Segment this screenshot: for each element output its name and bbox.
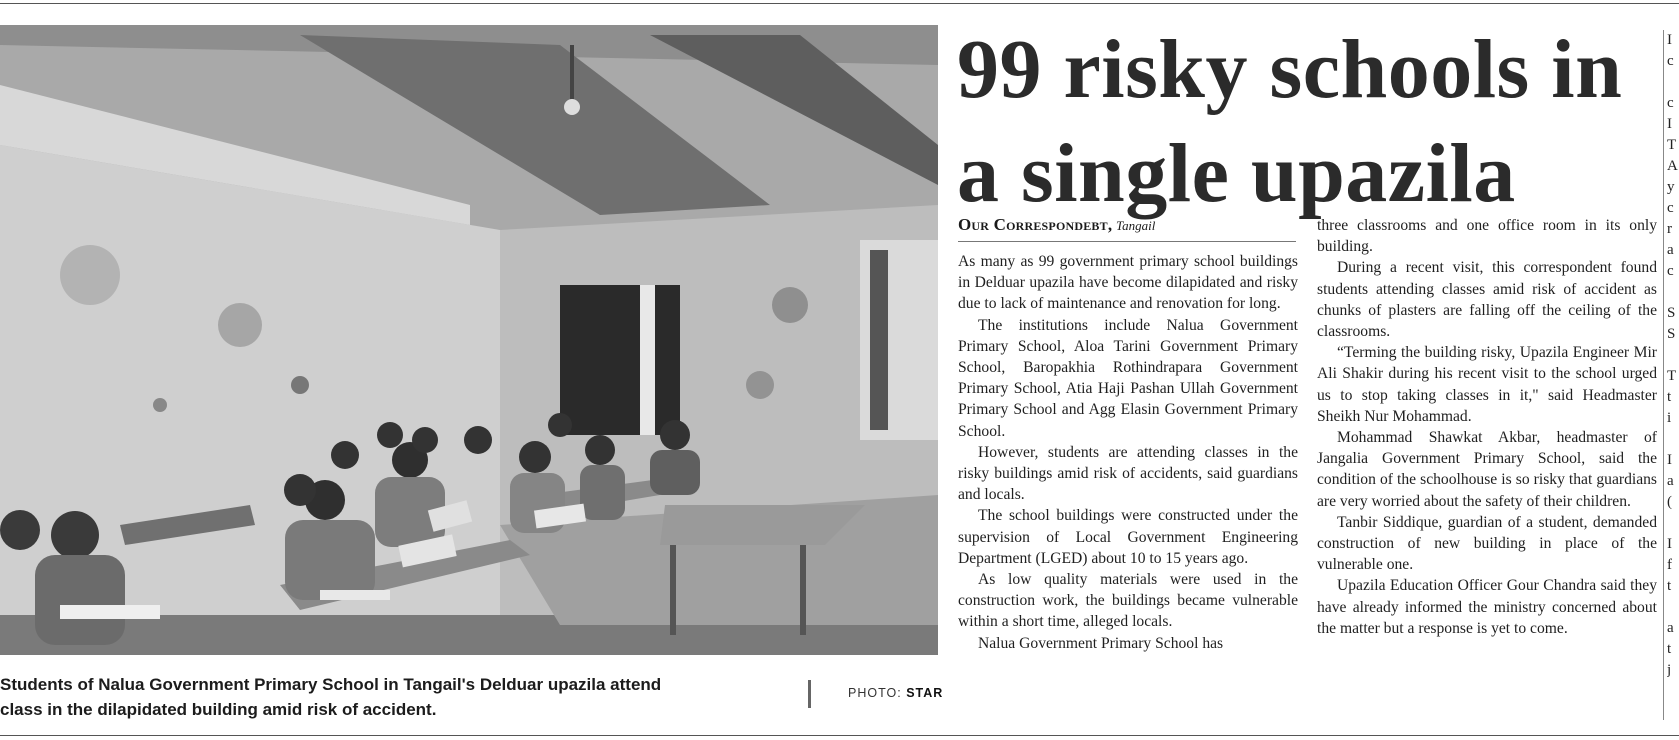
fragment-letter: j [1667, 662, 1672, 678]
paragraph: “Terming the building risky, Upazila Engineer Mir Ali Shakir during his recent visit to the school urged us to stop taking classes in it," said Headmaster Sheikh Nur Mohammad. [1317, 344, 1657, 425]
paragraph: As many as 99 government primary school buildings in Delduar upazila have become dilapidated and risky due to lack of maintenance and renovation for long. [958, 253, 1298, 313]
column-divider [1663, 30, 1664, 720]
article-column-1 [958, 251, 1298, 654]
fragment-letter: a [1667, 242, 1674, 258]
fragment-letter: T [1667, 368, 1677, 384]
article-column-2 [1317, 215, 1657, 639]
fragment-letter: S [1667, 305, 1676, 321]
paragraph: Upazila Education Officer Gour Chandra said they have already informed the ministry concerned about the matter but a response is yet to come. [1317, 577, 1657, 637]
paragraph: However, students are attending classes in the risky buildings amid risk of accidents, said guardians and locals. [958, 443, 1298, 504]
fragment-letter: a [1667, 473, 1674, 489]
credit-divider [808, 680, 811, 708]
paragraph: Tanbir Siddique, guardian of a student, demanded construction of new building in place of the vulnerable one. [1317, 513, 1657, 574]
classroom-photo [0, 25, 938, 655]
bottom-rule [0, 735, 1679, 736]
paragraph: Mohammad Shawkat Akbar, headmaster of Jangalia Government Primary School, said the condition of the schoolhouse is so risky that guardians are very worried about the safety of their children. [1317, 429, 1657, 510]
paragraph: As low quality materials were used in the construction work, the buildings became vulnerable within a short time, alleged locals. [958, 571, 1298, 631]
fragment-letter: t [1667, 389, 1672, 405]
paragraph: The institutions include Nalua Government Primary School, Aloa Tarini Government Primary School, Baropakhia Rothindrapara Government Primary School, Atia Haji Pashan Ullah Government Primary School and Agg Elasin Government Primary School. [958, 316, 1298, 440]
fragment-letter: a [1667, 620, 1674, 636]
fragment-letter: I [1667, 536, 1672, 552]
headline-line-1: 99 risky schools in [957, 23, 1623, 116]
paragraph: three classrooms and one office room in its only building. [1317, 217, 1657, 256]
fragment-letter [1667, 429, 1679, 450]
fragment-letter: T [1667, 137, 1677, 153]
fragment-letter: r [1667, 221, 1672, 237]
paragraph: The school buildings were constructed under the supervision of Local Government Engineering Department (LGED) about 10 to 15 years ago. [958, 507, 1298, 567]
fragment-letter [1667, 597, 1679, 618]
fragment-letter: A [1667, 158, 1678, 174]
fragment-letter: i [1667, 410, 1672, 426]
fragment-letter: c [1667, 95, 1674, 111]
fragment-letter [1667, 282, 1679, 303]
photo-credit-label: PHOTO: [848, 686, 902, 700]
fragment-letter: c [1667, 200, 1674, 216]
headline-line-2: a single upazila [957, 127, 1516, 220]
fragment-letter: c [1667, 53, 1674, 69]
fragment-letter: I [1667, 116, 1672, 132]
byline-place: Tangail [1116, 218, 1156, 233]
photo-credit-source: STAR [906, 686, 944, 700]
byline [958, 215, 1296, 242]
fragment-letter [1667, 345, 1679, 366]
fragment-letter: t [1667, 641, 1672, 657]
byline-name: Our Correspondebt, [958, 215, 1113, 234]
top-rule [0, 3, 1679, 4]
fragment-letter: I [1667, 32, 1672, 48]
next-column-fragment [1667, 30, 1679, 681]
fragment-letter: I [1667, 452, 1672, 468]
fragment-letter: c [1667, 263, 1674, 279]
fragment-letter: f [1667, 557, 1672, 573]
fragment-letter: t [1667, 578, 1672, 594]
fragment-letter [1667, 513, 1679, 534]
fragment-letter: y [1667, 179, 1675, 195]
photo-credit [848, 686, 943, 700]
fragment-letter: S [1667, 326, 1676, 342]
fragment-letter: ( [1667, 494, 1672, 510]
paragraph: During a recent visit, this correspondent found students attending classes amid risk of accident as chunks of plasters are falling off the ceiling of the classrooms. [1317, 259, 1657, 341]
headline [957, 18, 1677, 226]
paragraph: Nalua Government Primary School has [978, 634, 1224, 652]
photo-caption: Students of Nalua Government Primary School in Tangail's Delduar upazila attend class in the dilapidated building amid risk of accident. [0, 675, 662, 719]
fragment-letter [1667, 72, 1679, 93]
